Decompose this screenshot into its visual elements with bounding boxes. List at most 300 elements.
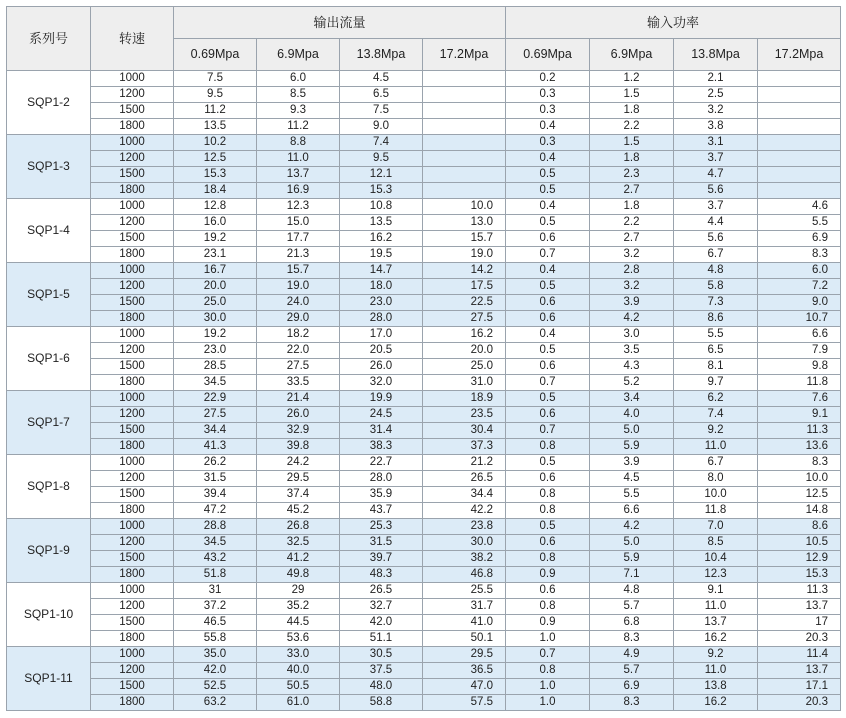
flow-cell: 17.0 <box>340 327 423 343</box>
flow-cell: 13.5 <box>340 215 423 231</box>
table-row <box>7 439 841 455</box>
speed-cell: 1200 <box>91 535 174 551</box>
table-row <box>7 631 841 647</box>
flow-cell: 27.5 <box>423 311 506 327</box>
power-cell: 4.9 <box>590 647 674 663</box>
power-cell: 6.6 <box>590 503 674 519</box>
speed-cell: 1000 <box>91 647 174 663</box>
power-cell: 0.6 <box>506 535 590 551</box>
power-cell: 2.2 <box>590 215 674 231</box>
power-cell: 5.6 <box>674 183 758 199</box>
power-cell: 11.0 <box>674 663 758 679</box>
power-cell: 7.6 <box>758 391 841 407</box>
power-cell: 2.7 <box>590 183 674 199</box>
power-cell: 4.3 <box>590 359 674 375</box>
table-header <box>7 7 841 71</box>
table-row <box>7 503 841 519</box>
flow-cell: 37.4 <box>257 487 340 503</box>
flow-cell: 48.3 <box>340 567 423 583</box>
table-row <box>7 247 841 263</box>
power-cell: 0.5 <box>506 455 590 471</box>
flow-cell: 31.0 <box>423 375 506 391</box>
power-cell: 20.3 <box>758 631 841 647</box>
series-name-cell: SQP1-9 <box>7 519 91 583</box>
flow-cell: 11.2 <box>174 103 257 119</box>
power-cell <box>758 183 841 199</box>
flow-cell: 35.9 <box>340 487 423 503</box>
flow-cell: 10.2 <box>174 135 257 151</box>
series-name-cell: SQP1-8 <box>7 455 91 519</box>
power-cell: 10.7 <box>758 311 841 327</box>
flow-cell: 32.7 <box>340 599 423 615</box>
power-cell: 4.6 <box>758 199 841 215</box>
flow-cell: 44.5 <box>257 615 340 631</box>
power-cell: 7.4 <box>674 407 758 423</box>
flow-cell: 4.5 <box>340 71 423 87</box>
power-cell: 0.6 <box>506 359 590 375</box>
flow-cell: 37.2 <box>174 599 257 615</box>
flow-cell: 7.5 <box>340 103 423 119</box>
flow-cell: 47.2 <box>174 503 257 519</box>
power-cell: 3.9 <box>590 455 674 471</box>
flow-cell: 15.7 <box>257 263 340 279</box>
power-cell: 11.4 <box>758 647 841 663</box>
speed-cell: 1000 <box>91 135 174 151</box>
table-row <box>7 695 841 711</box>
power-cell: 12.5 <box>758 487 841 503</box>
flow-cell: 32.0 <box>340 375 423 391</box>
flow-cell: 24.5 <box>340 407 423 423</box>
flow-cell: 30.4 <box>423 423 506 439</box>
flow-cell: 26.2 <box>174 455 257 471</box>
power-cell: 5.5 <box>674 327 758 343</box>
flow-cell: 27.5 <box>174 407 257 423</box>
table-row <box>7 455 841 471</box>
flow-cell: 19.9 <box>340 391 423 407</box>
flow-cell: 28.0 <box>340 311 423 327</box>
flow-cell: 16.0 <box>174 215 257 231</box>
speed-cell: 1800 <box>91 503 174 519</box>
flow-cell: 52.5 <box>174 679 257 695</box>
speed-cell: 1800 <box>91 567 174 583</box>
flow-cell: 30.0 <box>423 535 506 551</box>
power-cell: 5.9 <box>590 551 674 567</box>
table-row <box>7 487 841 503</box>
flow-cell: 10.0 <box>423 199 506 215</box>
power-cell: 6.0 <box>758 263 841 279</box>
flow-cell: 23.0 <box>340 295 423 311</box>
power-cell: 11.0 <box>674 439 758 455</box>
table-row <box>7 535 841 551</box>
pump-spec-table <box>6 6 841 711</box>
power-cell: 7.9 <box>758 343 841 359</box>
power-cell: 0.8 <box>506 503 590 519</box>
power-cell: 10.0 <box>674 487 758 503</box>
flow-cell: 50.1 <box>423 631 506 647</box>
flow-cell: 26.0 <box>340 359 423 375</box>
speed-cell: 1500 <box>91 423 174 439</box>
power-cell: 11.8 <box>674 503 758 519</box>
flow-cell: 15.0 <box>257 215 340 231</box>
power-cell: 5.7 <box>590 599 674 615</box>
flow-cell <box>423 151 506 167</box>
table-row <box>7 359 841 375</box>
pressure-header: 0.69Mpa <box>506 39 590 71</box>
power-cell: 8.6 <box>758 519 841 535</box>
table-row <box>7 119 841 135</box>
flow-cell: 12.5 <box>174 151 257 167</box>
power-cell: 5.7 <box>590 663 674 679</box>
speed-cell: 1800 <box>91 439 174 455</box>
flow-cell: 46.5 <box>174 615 257 631</box>
power-cell: 3.9 <box>590 295 674 311</box>
flow-cell: 12.8 <box>174 199 257 215</box>
power-cell: 0.7 <box>506 375 590 391</box>
power-cell: 6.6 <box>758 327 841 343</box>
speed-cell: 1200 <box>91 471 174 487</box>
power-cell: 13.6 <box>758 439 841 455</box>
table-row <box>7 327 841 343</box>
flow-cell: 48.0 <box>340 679 423 695</box>
flow-cell: 29.5 <box>257 471 340 487</box>
flow-cell: 34.5 <box>174 375 257 391</box>
flow-cell: 19.0 <box>423 247 506 263</box>
speed-cell: 1800 <box>91 183 174 199</box>
power-cell: 0.8 <box>506 439 590 455</box>
power-cell: 4.8 <box>674 263 758 279</box>
power-cell: 3.0 <box>590 327 674 343</box>
power-cell: 8.3 <box>590 631 674 647</box>
flow-cell <box>423 87 506 103</box>
power-cell: 0.7 <box>506 247 590 263</box>
power-cell: 4.8 <box>590 583 674 599</box>
power-cell: 10.0 <box>758 471 841 487</box>
power-cell: 0.3 <box>506 135 590 151</box>
power-cell: 6.9 <box>590 679 674 695</box>
flow-cell: 37.5 <box>340 663 423 679</box>
power-cell: 17 <box>758 615 841 631</box>
power-cell: 11.0 <box>674 599 758 615</box>
series-group <box>7 71 841 135</box>
power-cell: 20.3 <box>758 695 841 711</box>
flow-cell: 27.5 <box>257 359 340 375</box>
pressure-header: 13.8Mpa <box>340 39 423 71</box>
power-cell: 0.6 <box>506 231 590 247</box>
power-cell: 0.4 <box>506 327 590 343</box>
power-cell: 7.0 <box>674 519 758 535</box>
power-cell: 4.7 <box>674 167 758 183</box>
flow-cell: 36.5 <box>423 663 506 679</box>
power-cell: 4.5 <box>590 471 674 487</box>
power-cell: 1.0 <box>506 679 590 695</box>
flow-cell: 8.8 <box>257 135 340 151</box>
power-cell: 7.1 <box>590 567 674 583</box>
flow-cell: 39.4 <box>174 487 257 503</box>
table-row <box>7 391 841 407</box>
flow-cell: 13.0 <box>423 215 506 231</box>
power-cell: 0.3 <box>506 103 590 119</box>
table-row <box>7 599 841 615</box>
power-cell: 0.8 <box>506 663 590 679</box>
flow-cell: 15.7 <box>423 231 506 247</box>
flow-cell: 24.2 <box>257 455 340 471</box>
power-cell: 1.2 <box>590 71 674 87</box>
table-row <box>7 231 841 247</box>
power-cell: 16.2 <box>674 695 758 711</box>
flow-cell: 43.7 <box>340 503 423 519</box>
power-cell: 10.5 <box>758 535 841 551</box>
power-cell: 4.2 <box>590 519 674 535</box>
flow-cell: 15.3 <box>340 183 423 199</box>
flow-cell: 42.2 <box>423 503 506 519</box>
power-cell: 0.4 <box>506 263 590 279</box>
flow-cell: 6.5 <box>340 87 423 103</box>
flow-cell: 32.5 <box>257 535 340 551</box>
power-cell: 9.8 <box>758 359 841 375</box>
power-cell: 5.8 <box>674 279 758 295</box>
power-cell: 5.0 <box>590 535 674 551</box>
speed-cell: 1500 <box>91 103 174 119</box>
flow-cell: 16.7 <box>174 263 257 279</box>
flow-cell: 16.2 <box>423 327 506 343</box>
flow-cell: 13.7 <box>257 167 340 183</box>
pressure-header: 17.2Mpa <box>758 39 841 71</box>
flow-cell: 7.4 <box>340 135 423 151</box>
power-cell: 6.9 <box>758 231 841 247</box>
power-cell <box>758 103 841 119</box>
power-cell: 1.8 <box>590 103 674 119</box>
speed-cell: 1800 <box>91 247 174 263</box>
speed-cell: 1200 <box>91 215 174 231</box>
power-cell: 2.1 <box>674 71 758 87</box>
table-row <box>7 135 841 151</box>
table-row <box>7 679 841 695</box>
flow-cell: 17.5 <box>423 279 506 295</box>
flow-cell: 41.2 <box>257 551 340 567</box>
speed-cell: 1800 <box>91 311 174 327</box>
flow-cell: 35.2 <box>257 599 340 615</box>
speed-cell: 1800 <box>91 119 174 135</box>
power-cell: 3.4 <box>590 391 674 407</box>
flow-cell: 39.7 <box>340 551 423 567</box>
power-cell: 0.5 <box>506 215 590 231</box>
speed-cell: 1200 <box>91 343 174 359</box>
flow-cell: 15.3 <box>174 167 257 183</box>
flow-cell: 19.0 <box>257 279 340 295</box>
flow-cell: 58.8 <box>340 695 423 711</box>
speed-cell: 1500 <box>91 295 174 311</box>
flow-cell: 38.3 <box>340 439 423 455</box>
flow-cell: 47.0 <box>423 679 506 695</box>
power-cell: 3.7 <box>674 199 758 215</box>
power-cell: 1.5 <box>590 87 674 103</box>
power-cell: 8.0 <box>674 471 758 487</box>
power-cell: 0.5 <box>506 391 590 407</box>
power-cell: 0.8 <box>506 551 590 567</box>
power-cell: 6.2 <box>674 391 758 407</box>
flow-cell: 26.8 <box>257 519 340 535</box>
series-name-cell: SQP1-3 <box>7 135 91 199</box>
power-cell: 13.7 <box>674 615 758 631</box>
col-header-speed: 转速 <box>91 7 174 71</box>
power-cell: 0.7 <box>506 647 590 663</box>
flow-cell: 9.5 <box>340 151 423 167</box>
flow-cell: 30.5 <box>340 647 423 663</box>
power-cell: 0.4 <box>506 151 590 167</box>
power-cell: 3.2 <box>674 103 758 119</box>
flow-cell: 16.2 <box>340 231 423 247</box>
power-cell: 6.8 <box>590 615 674 631</box>
flow-cell: 21.2 <box>423 455 506 471</box>
speed-cell: 1500 <box>91 487 174 503</box>
flow-cell: 39.8 <box>257 439 340 455</box>
table-row <box>7 183 841 199</box>
power-cell: 16.2 <box>674 631 758 647</box>
flow-cell: 34.4 <box>174 423 257 439</box>
power-cell: 2.7 <box>590 231 674 247</box>
flow-cell: 12.3 <box>257 199 340 215</box>
flow-cell: 28.8 <box>174 519 257 535</box>
table-row <box>7 615 841 631</box>
flow-cell: 41.3 <box>174 439 257 455</box>
flow-cell <box>423 167 506 183</box>
flow-cell: 37.3 <box>423 439 506 455</box>
flow-cell: 49.8 <box>257 567 340 583</box>
power-cell <box>758 87 841 103</box>
series-name-cell: SQP1-4 <box>7 199 91 263</box>
flow-cell: 26.5 <box>423 471 506 487</box>
flow-cell: 21.3 <box>257 247 340 263</box>
flow-cell: 11.2 <box>257 119 340 135</box>
power-cell: 0.6 <box>506 295 590 311</box>
speed-cell: 1000 <box>91 519 174 535</box>
flow-cell: 32.9 <box>257 423 340 439</box>
power-cell: 0.5 <box>506 279 590 295</box>
flow-cell: 22.9 <box>174 391 257 407</box>
power-cell: 0.7 <box>506 423 590 439</box>
power-cell: 0.5 <box>506 343 590 359</box>
table-row <box>7 167 841 183</box>
power-cell <box>758 119 841 135</box>
speed-cell: 1500 <box>91 615 174 631</box>
table-row <box>7 295 841 311</box>
power-cell: 0.9 <box>506 567 590 583</box>
flow-cell: 29 <box>257 583 340 599</box>
power-cell: 0.6 <box>506 311 590 327</box>
flow-cell <box>423 135 506 151</box>
table-row <box>7 567 841 583</box>
flow-cell: 43.2 <box>174 551 257 567</box>
series-name-cell: SQP1-11 <box>7 647 91 711</box>
power-cell: 5.9 <box>590 439 674 455</box>
speed-cell: 1000 <box>91 71 174 87</box>
series-group <box>7 199 841 263</box>
table-row <box>7 279 841 295</box>
power-cell: 9.2 <box>674 647 758 663</box>
power-cell: 0.8 <box>506 599 590 615</box>
flow-cell: 55.8 <box>174 631 257 647</box>
flow-cell: 14.2 <box>423 263 506 279</box>
power-cell: 11.3 <box>758 583 841 599</box>
speed-cell: 1200 <box>91 151 174 167</box>
power-cell: 13.7 <box>758 599 841 615</box>
power-cell: 0.2 <box>506 71 590 87</box>
power-cell: 12.3 <box>674 567 758 583</box>
speed-cell: 1500 <box>91 167 174 183</box>
table-row <box>7 423 841 439</box>
power-cell: 3.8 <box>674 119 758 135</box>
flow-cell: 42.0 <box>340 615 423 631</box>
flow-cell: 23.8 <box>423 519 506 535</box>
power-cell: 3.2 <box>590 279 674 295</box>
flow-cell: 20.0 <box>423 343 506 359</box>
flow-cell: 8.5 <box>257 87 340 103</box>
power-cell: 3.5 <box>590 343 674 359</box>
power-cell: 15.3 <box>758 567 841 583</box>
table-row <box>7 343 841 359</box>
speed-cell: 1000 <box>91 391 174 407</box>
series-group <box>7 583 841 647</box>
power-cell: 8.6 <box>674 311 758 327</box>
power-cell: 4.0 <box>590 407 674 423</box>
power-cell: 13.7 <box>758 663 841 679</box>
flow-cell: 46.8 <box>423 567 506 583</box>
flow-cell: 12.1 <box>340 167 423 183</box>
series-group <box>7 327 841 391</box>
speed-cell: 1800 <box>91 375 174 391</box>
flow-cell: 18.4 <box>174 183 257 199</box>
speed-cell: 1500 <box>91 359 174 375</box>
flow-cell: 57.5 <box>423 695 506 711</box>
power-cell: 1.8 <box>590 199 674 215</box>
flow-cell: 20.5 <box>340 343 423 359</box>
flow-cell: 31.4 <box>340 423 423 439</box>
flow-cell: 21.4 <box>257 391 340 407</box>
power-cell: 0.6 <box>506 583 590 599</box>
series-group <box>7 263 841 327</box>
power-cell: 2.8 <box>590 263 674 279</box>
flow-cell: 61.0 <box>257 695 340 711</box>
pressure-header: 13.8Mpa <box>674 39 758 71</box>
group-header-flow: 输出流量 <box>174 7 506 39</box>
flow-cell: 11.0 <box>257 151 340 167</box>
flow-cell: 26.0 <box>257 407 340 423</box>
flow-cell: 51.1 <box>340 631 423 647</box>
flow-cell: 20.0 <box>174 279 257 295</box>
power-cell: 8.3 <box>590 695 674 711</box>
flow-cell: 38.2 <box>423 551 506 567</box>
power-cell: 9.2 <box>674 423 758 439</box>
power-cell: 13.8 <box>674 679 758 695</box>
flow-cell: 18.0 <box>340 279 423 295</box>
flow-cell: 31 <box>174 583 257 599</box>
series-group <box>7 135 841 199</box>
flow-cell: 29.5 <box>423 647 506 663</box>
power-cell: 0.5 <box>506 183 590 199</box>
power-cell: 7.3 <box>674 295 758 311</box>
flow-cell <box>423 183 506 199</box>
flow-cell: 25.5 <box>423 583 506 599</box>
table-row <box>7 215 841 231</box>
flow-cell: 19.5 <box>340 247 423 263</box>
flow-cell: 19.2 <box>174 231 257 247</box>
speed-cell: 1000 <box>91 263 174 279</box>
series-name-cell: SQP1-5 <box>7 263 91 327</box>
flow-cell: 22.0 <box>257 343 340 359</box>
power-cell: 4.2 <box>590 311 674 327</box>
table-row <box>7 87 841 103</box>
power-cell: 1.0 <box>506 631 590 647</box>
